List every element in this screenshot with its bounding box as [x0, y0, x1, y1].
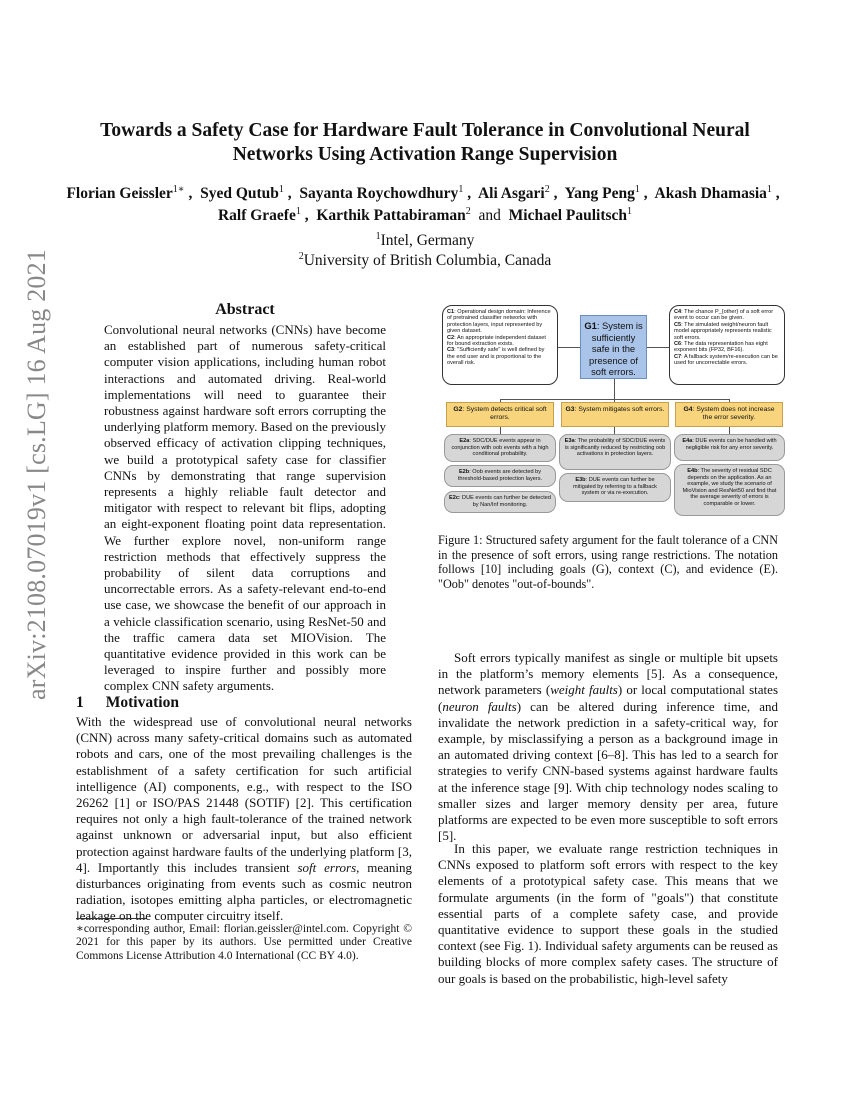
connector	[500, 427, 501, 434]
connector	[558, 347, 582, 348]
connector	[614, 427, 615, 434]
goal-g3-box: G3: System mitigates soft errors.	[561, 402, 669, 427]
and-conjunction: and	[478, 207, 501, 224]
author: Michael Paulitsch$^1$	[508, 206, 633, 224]
author: Sayanta Roychowdhury$^1$	[299, 184, 464, 202]
abstract-text: Convolutional neural networks (CNNs) have become an established part of numerous safety-critical computer vision applications, including human robot interactions and automated driving. Real-world implementations will need to guarantee their robustness against hardware soft errors corrupting the underlying platform memory. Based on the previously observed efficacy of activation clipping techniques, we build a prototypical safety case for classifier CNNs by demonstrating that range supervision represents a highly reliable fault detector and mitigator with respect to relevant bit flips, adopting an eight-exponent floating point data representation. We further explore novel, non-uniform range restriction methods that effectively suppress the probability of silent data corruptions and uncorrectable errors. As a safety-relevant end-to-end use case, we showcase the benefit of our approach in a vehicle classification scenario, using ResNet-50 and the traffic camera data set MIOVision. The quantitative evidence provided in this work can be leveraged to inspire further and possibly more complex CNN safety arguments.	[104, 322, 386, 694]
author: Ali Asgari$^2$	[477, 184, 550, 202]
evidence-e2a-box: E2a: SDC/DUE events appear in conjunction with oob events with a high conditional probability.	[444, 434, 556, 462]
paper-title	[60, 119, 790, 167]
goal-g4-box: G4: System does not increase the error severity.	[675, 402, 783, 427]
arxiv-identifier: arXiv:2108.07019v1 [cs.LG] 16 Aug 2021	[22, 249, 51, 700]
connector	[646, 347, 670, 348]
goal-g1-box: G1: System is sufficiently safe in the presence of soft errors.	[580, 315, 647, 379]
connector	[729, 427, 730, 434]
footnote-divider	[76, 918, 146, 919]
author: Akash Dhamasia$^1$	[654, 184, 772, 202]
evidence-e3b-box: E3b: DUE events can further be mitigated by referring to a fallback system or via re-execution.	[559, 473, 671, 502]
affiliation-2: $^2$University of British Columbia, Canada	[298, 251, 552, 269]
author-list: Florian Geissler$^{1∗}$ , Syed Qutub$^1$ , Sayanta Roychowdhury$^1$ , Ali Asgari$^2$ , Yang Peng$^1$ , Akash Dhamasia$^1$ , Ralf Graefe$^1$ , Karthik Pattabiraman$^2$ and Michael Paulitsch$^1$	[66, 184, 784, 224]
evidence-e4b-box: E4b: The severity of residual SDC depends on the application. As an example, we study the scenario of MioVision and ResNet50 and find that the average severity of errors is comparable or lower.	[674, 464, 785, 516]
author: Ralf Graefe$^1$	[217, 206, 301, 224]
figure-caption: Figure 1: Structured safety argument for the fault tolerance of a CNN in the presence of soft errors, using range restrictions. The notation follows [10] including goals (G), context (C), and evidence (E). "Oob" denotes "out-of-bounds".	[438, 533, 778, 591]
connector	[614, 379, 615, 399]
paragraph-soft-errors: Soft errors typically manifest as single or multiple bit upsets in the platform’s memory elements [5]. As a consequence, network parameters (weight faults) or local computational states (neuron faults) can be altered during inference time, and invalidate the network prediction in a safety-critical way, for example, by misclassifying a person as a background image in an automated driving context [6–8]. This has led to a search for strategies to verify CNN-based systems against hardware faults at the inference stage [9]. With chip technology nodes scaling to smaller sizes and larger memory density per area, future platforms are expected to be even more susceptible to soft errors [5].	[438, 650, 779, 844]
footnote: ∗corresponding author, Email: florian.geissler@intel.com. Copyright © 2021 for this paper by its authors. Use permitted under Creative Commons License Attribution 4.0 International (CC BY 4.0).	[76, 923, 412, 962]
context-left-box: C1: Operational design domain: Inference of pretrained classifier networks with protection layers, input represented by given dataset. C2: An appropriate independent dataset for bound extraction exists. C3: "Sufficiently safe" is well defined by the end user and is proportional to the overall risk.	[442, 305, 558, 385]
abstract-heading: Abstract	[215, 301, 275, 318]
figure-safety-argument	[440, 305, 785, 525]
context-right-box: C4: The chance P_{other} of a soft error event to occur can be given. C5: The simulated weight/neuron fault model appropriately represents realistic soft errors. C6: The data representation has eight exponent bits (FP32, BF16). C7: A fallback system/re-execution can be used for uncorrectable errors.	[669, 305, 785, 385]
title-line-2: Networks Using Activation Range Supervision	[232, 144, 618, 165]
motivation-paragraph: With the widespread use of convolutional neural networks (CNN) across many safety-critical domains such as automated robots and cars, one of the most prevailing challenges is the establishment of a safety certification for such artificial intelligence (AI) components, e.g., with respect to the ISO 26262 [1] or ISO/PAS 21448 (SOTIF) [2]. This certification requires not only a high fault-tolerance of the trained network against unknown or adversarial input, but also efficient protection against hardware faults of the underlying platform [3, 4]. Importantly this includes transient soft errors, meaning disturbances originating from events such as cosmic neutron radiation, isotopes emitting alpha particles, or electromagnetic leakage on the computer circuitry itself.	[76, 714, 413, 924]
author: Karthik Pattabiraman$^2$	[316, 206, 471, 224]
paragraph-in-this-paper: In this paper, we evaluate range restriction techniques in CNNs exposed to platform soft errors with respect to the key elements of a prototypical safety case. This means that we formulate arguments (in the form of "goals") that constitute essential parts of a complete safety case, and provide quantitative evidence to support these goals in the studied context (see Fig. 1). Individual safety arguments can be reused as building blocks of more complex safety cases. The structure of our goals is based on the probabilistic, high-level safety	[438, 841, 778, 986]
evidence-e2c-box: E2c: DUE events can further be detected by Nan/Inf monitoring.	[444, 491, 556, 513]
author: Yang Peng$^1$	[564, 184, 640, 202]
evidence-e3a-box: E3a: The probability of SDC/DUE events is significantly reduced by restricting oob activations in protection layers.	[559, 434, 671, 470]
evidence-e4a-box: E4a: DUE events can be handled with negligible risk for any error severity.	[674, 434, 785, 461]
author: Florian Geissler$^{1∗}$	[66, 184, 185, 202]
title-line-1: Towards a Safety Case for Hardware Fault Tolerance in Convolutional Neural	[100, 120, 750, 141]
author: Syed Qutub$^1$	[200, 184, 284, 202]
goal-g2-box: G2: System detects critical soft errors.	[446, 402, 554, 427]
section-heading: 1 Motivation	[76, 694, 179, 711]
affiliation-1: $^1$Intel, Germany	[375, 231, 475, 249]
evidence-e2b-box: E2b: Oob events are detected by threshold-based protection layers.	[444, 465, 556, 487]
